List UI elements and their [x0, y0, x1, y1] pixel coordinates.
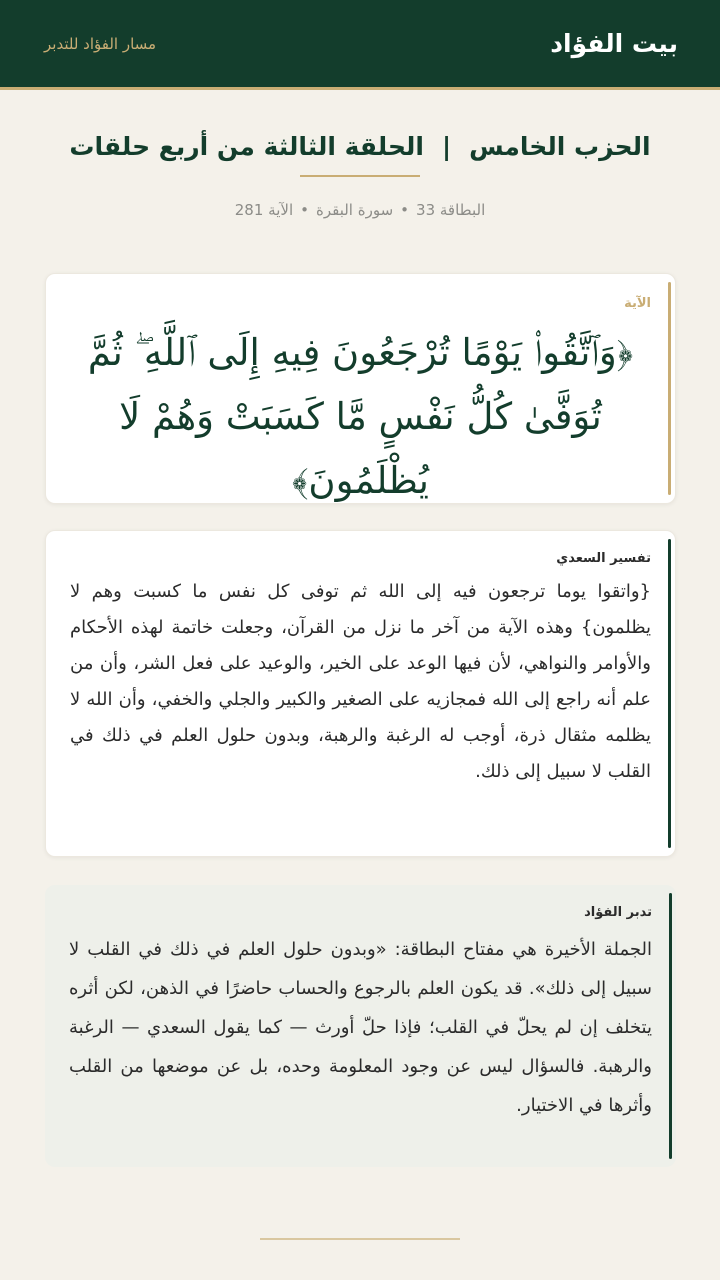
tadabbur-text: الجملة الأخيرة هي مفتاح البطاقة: «وبدون حلول العلم في ذلك في القلب لا سبيل إلى ذلك». قد يكون العلم بالرجوع والحساب حاضرًا في الذهن، لكن أثره يتخلف إن لم يحلّ في القلب؛ فإذا حلّ أورث — كما يقول السعدي — الرغبة والرهبة. فالسؤال ليس عن وجود المعلومة وحده، بل عن موضعها من القلب وأثرها في الاختيار.: [69, 939, 652, 1116]
ayah-card: [45, 273, 676, 504]
tadabbur-card-label: تدبر الفؤاد: [584, 905, 652, 920]
meta-dot: •: [300, 201, 309, 219]
tafsir-card: [45, 530, 676, 857]
title-separator: |: [441, 132, 452, 161]
app-header: [0, 0, 720, 90]
meta-surah: سورة البقرة: [315, 201, 394, 219]
page-title: [0, 130, 720, 164]
meta-dot: •: [400, 201, 410, 219]
title-divider: [300, 175, 420, 177]
title-episode: الحلقة الثالثة من أربع حلقات: [69, 132, 424, 161]
ayah-text: ﴿وَٱتَّقُوا۟ يَوْمًا تُرْجَعُونَ فِيهِ إِلَى ٱللَّهِ ۖ ثُمَّ تُوَفَّىٰ كُلُّ نَفْسٍ مَّا كَسَبَتْ وَهُمْ لَا يُظْلَمُونَ﴾: [87, 331, 634, 502]
tafsir-card-label: تفسير السعدي: [556, 551, 651, 566]
meta-card-number: البطاقة 33: [416, 201, 486, 219]
tadabbur-card: [45, 885, 676, 1167]
meta-ayah-number: الآية 281: [234, 201, 294, 219]
title-section: [0, 130, 720, 219]
footer-divider: [260, 1238, 460, 1240]
brand-title[interactable]: بيت الفؤاد: [550, 29, 678, 58]
nav-link-tadabbur-path[interactable]: مسار الفؤاد للتدبر: [44, 34, 157, 53]
card-meta: [0, 201, 720, 219]
ayah-card-label: الآية: [624, 296, 651, 311]
title-hizb: الحزب الخامس: [469, 132, 651, 161]
tafsir-text: {واتقوا يوما ترجعون فيه إلى الله ثم توفى كل نفس ما كسبت وهم لا يظلمون} وهذه الآية من آخر ما نزل من القرآن، وجعلت خاتمة لهذه الأحكام والأوامر والنواهي، لأن فيها الوعد على الخير، والوعيد على فعل الشر، وأن من علم أنه راجع إلى الله فمجازيه على الصغير والكبير والجلي والخفي، وأن الله لا يظلمه مثقال ذرة، أوجب له الرغبة والرهبة، وبدون حلول العلم في ذلك في القلب لا سبيل إلى ذلك.: [70, 581, 651, 782]
